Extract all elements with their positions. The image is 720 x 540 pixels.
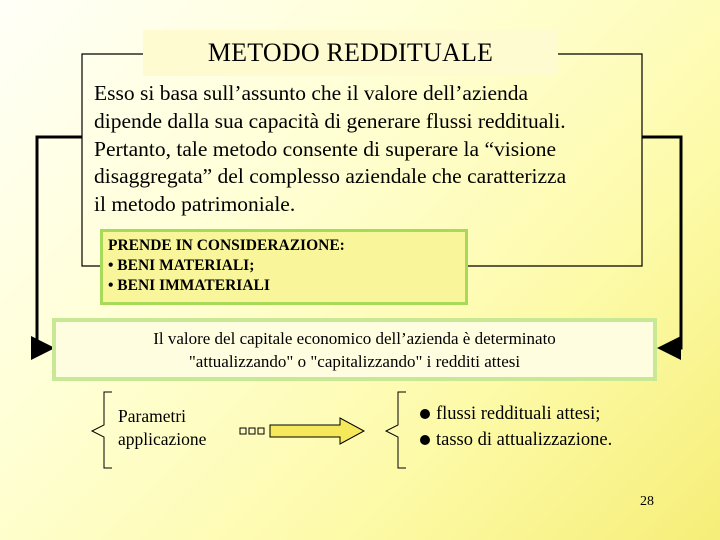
- consider-heading: PRENDE IN CONSIDERAZIONE:: [108, 237, 345, 254]
- page-title: METODO REDDITUALE: [143, 30, 558, 76]
- list-item: [418, 401, 612, 427]
- left-connector: [37, 137, 82, 348]
- list-item: [418, 427, 612, 453]
- parameter-rate: tasso di attualizzazione.: [436, 430, 613, 450]
- bullet-dot-icon: [420, 409, 430, 419]
- description-text: Esso si basa sull’assunto che il valore dell’azienda dipende dalla sua capacità di generare flussi reddituali. Pertanto, tale metodo consente di superare la “visione disaggregata” del complesso aziendale che caratterizza il metodo patrimoniale.: [94, 81, 567, 217]
- consider-item-material: • BENI MATERIALI;: [108, 257, 255, 274]
- bracket-icon: [92, 392, 112, 468]
- capital-line-2: "attualizzando" o "capitalizzando" i redditi attesi: [188, 352, 521, 371]
- capital-line-1: Il valore del capitale economico dell’azienda è determinato: [153, 329, 556, 348]
- capital-value-box: [52, 318, 657, 381]
- parameters-list: [418, 401, 612, 453]
- right-arrow-icon: [270, 418, 364, 444]
- bullet-dot-icon: [420, 435, 430, 445]
- squares-icon: [240, 428, 264, 434]
- consider-box: [100, 229, 468, 305]
- parameter-flows: flussi reddituali attesi;: [436, 404, 601, 424]
- bracket-icon-right: [386, 392, 406, 468]
- page-number: 28: [640, 494, 654, 509]
- consider-item-immaterial: • BENI IMMATERIALI: [108, 277, 270, 294]
- parameters-label: Parametri applicazione: [118, 406, 207, 449]
